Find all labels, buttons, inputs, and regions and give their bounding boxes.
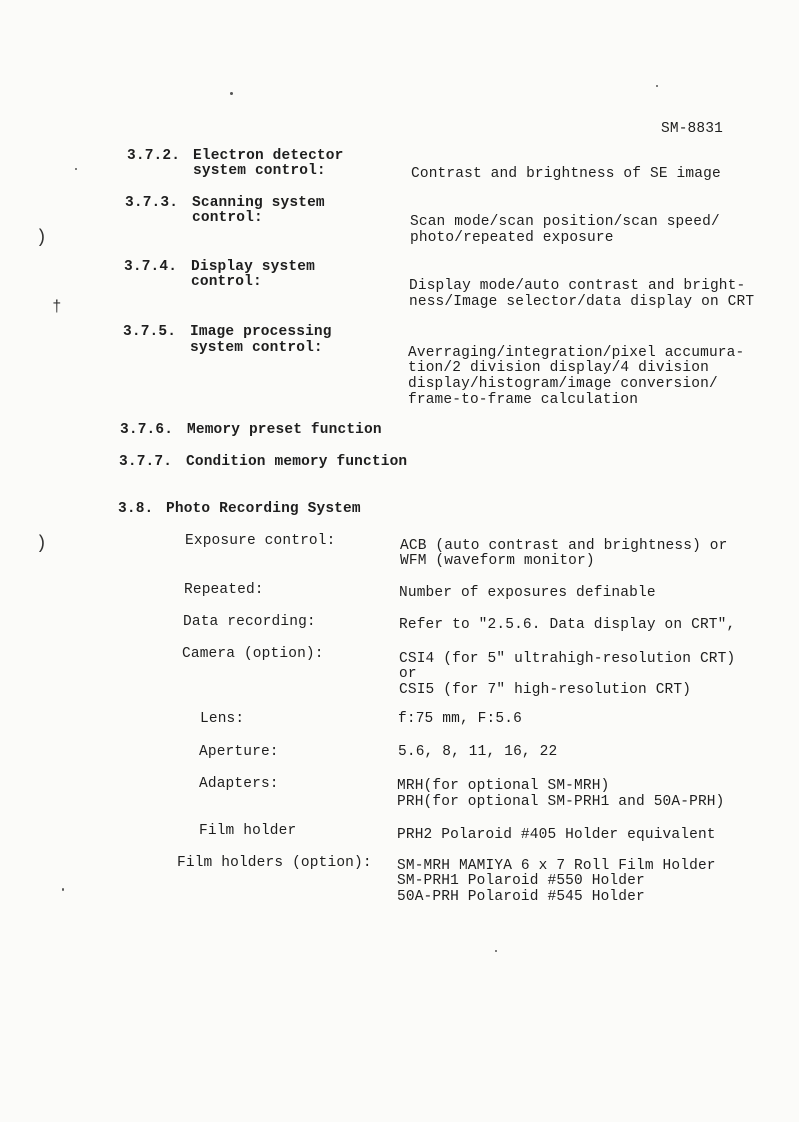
spec-label: Film holders (option): [177, 855, 372, 871]
spec-value-line: or [399, 666, 417, 682]
section-description-line: Scan mode/scan position/scan speed/ [410, 214, 720, 230]
spec-label: Adapters: [199, 776, 279, 792]
section-title-line: system control: [190, 340, 323, 356]
section-title-line: system control: [193, 163, 326, 179]
punch-hole-mark: † [52, 298, 62, 316]
scan-speck [75, 168, 77, 170]
scan-speck [495, 950, 497, 952]
section-number: 3.8. [118, 501, 154, 517]
spec-label: Exposure control: [185, 533, 336, 549]
spec-label: Aperture: [199, 744, 279, 760]
section-description-line: photo/repeated exposure [410, 230, 614, 246]
spec-value-line: Refer to "2.5.6. Data display on CRT", [399, 617, 736, 633]
spec-label: Data recording: [183, 614, 316, 630]
spec-value-line: CSI5 (for 7" high-resolution CRT) [399, 682, 692, 698]
spec-value-line: PRH(for optional SM-PRH1 and 50A-PRH) [397, 794, 725, 810]
section-description-line: Contrast and brightness of SE image [411, 166, 721, 182]
scan-speck [62, 888, 64, 891]
section-number: 3.7.5. [123, 324, 177, 340]
section-description-line: ness/Image selector/data display on CRT [409, 294, 755, 310]
spec-value-line: Number of exposures definable [399, 585, 656, 601]
spec-value-line: WFM (waveform monitor) [400, 553, 595, 569]
section-title-line: Scanning system [192, 195, 325, 211]
spec-label: Camera (option): [182, 646, 324, 662]
section-description-line: tion/2 division display/4 division [408, 360, 709, 376]
scan-speck [230, 92, 233, 95]
spec-value-line: CSI4 (for 5" ultrahigh-resolution CRT) [399, 651, 736, 667]
section-number: 3.7.4. [124, 259, 178, 275]
spec-value-line: SM-MRH MAMIYA 6 x 7 Roll Film Holder [397, 858, 716, 874]
spec-value-line: f:75 mm, F:5.6 [398, 711, 522, 727]
section-title-line: Electron detector [193, 148, 344, 164]
punch-hole-mark: ) [36, 228, 47, 248]
spec-label: Lens: [200, 711, 245, 727]
spec-label: Film holder [199, 823, 297, 839]
document-id: SM-8831 [661, 121, 723, 137]
section-title-line: control: [191, 274, 262, 290]
scan-speck [656, 85, 658, 87]
section-number: 3.7.7. [119, 454, 173, 470]
spec-value-line: SM-PRH1 Polaroid #550 Holder [397, 873, 645, 889]
section-title-line: Image processing [190, 324, 332, 340]
section-description-line: display/histogram/image conversion/ [408, 376, 718, 392]
section-description-line: Averraging/integration/pixel accumura- [408, 345, 745, 361]
section-number: 3.7.2. [127, 148, 181, 164]
spec-value-line: 50A-PRH Polaroid #545 Holder [397, 889, 645, 905]
spec-value-line: ACB (auto contrast and brightness) or [400, 538, 728, 554]
spec-value-line: PRH2 Polaroid #405 Holder equivalent [397, 827, 716, 843]
section-number: 3.7.3. [125, 195, 179, 211]
section-description-line: Display mode/auto contrast and bright- [409, 278, 746, 294]
spec-value-line: MRH(for optional SM-MRH) [397, 778, 610, 794]
section-number: 3.7.6. [120, 422, 174, 438]
section-title-line: Condition memory function [186, 454, 408, 470]
section-title-line: control: [192, 210, 263, 226]
section-title: Photo Recording System [166, 501, 361, 517]
punch-hole-mark: ) [36, 534, 47, 554]
section-title-line: Memory preset function [187, 422, 382, 438]
section-description-line: frame-to-frame calculation [408, 392, 639, 408]
spec-value-line: 5.6, 8, 11, 16, 22 [398, 744, 558, 760]
spec-label: Repeated: [184, 582, 264, 598]
section-title-line: Display system [191, 259, 315, 275]
